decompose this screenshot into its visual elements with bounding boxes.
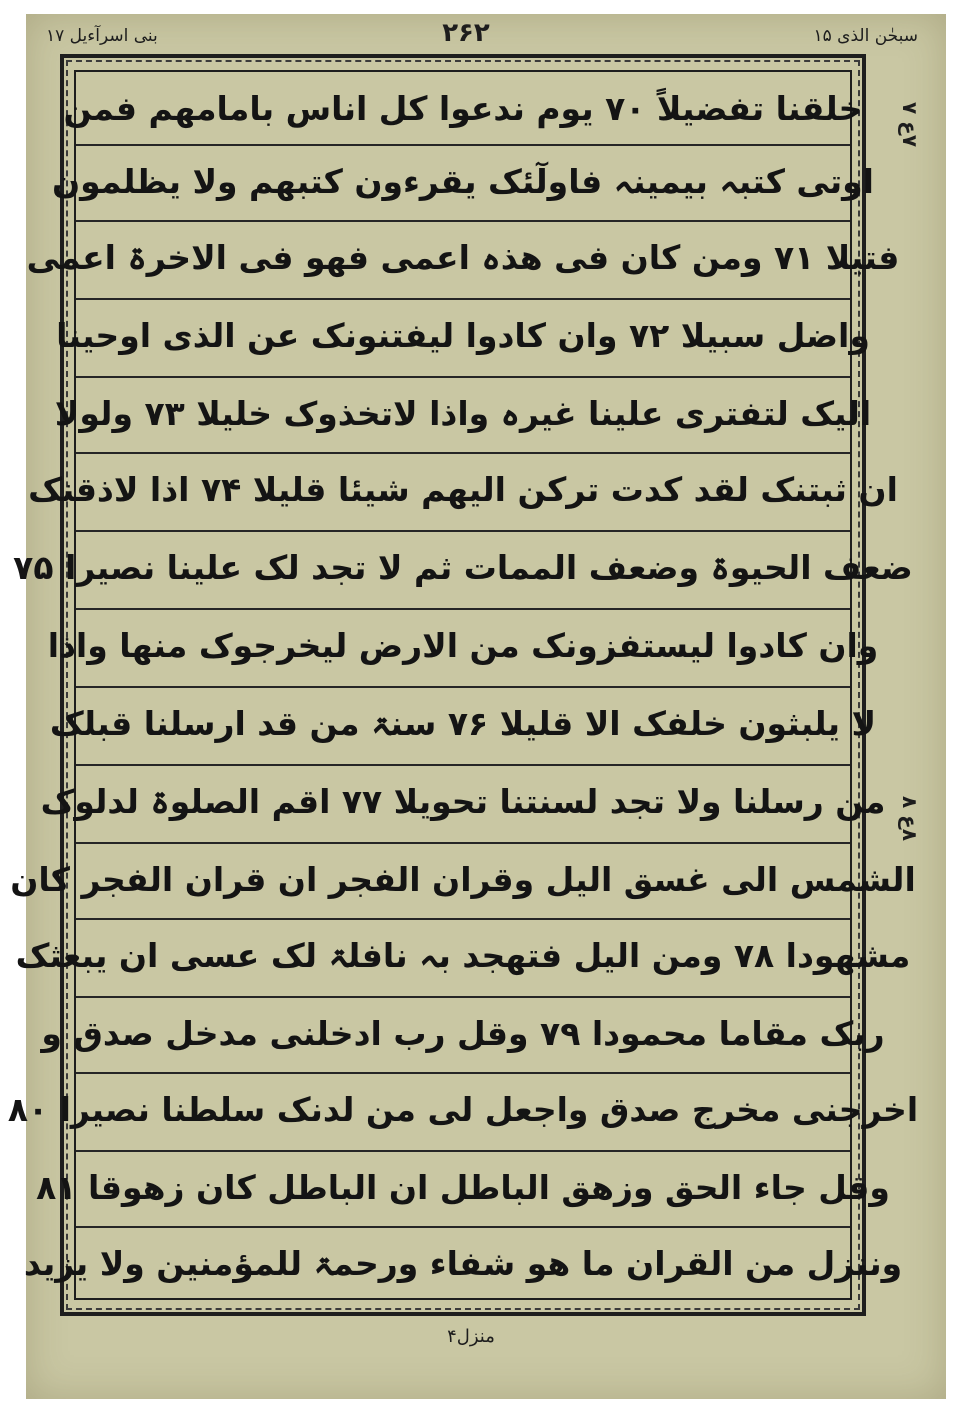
verse-line-5: الیک لتفتری علینا غیرہ واذا لاتخذوک خلیلا ۷۳ ولولا [76, 376, 850, 448]
verse-line-12: مشھودا ۷۸ ومن الیل فتھجد بہ نافلۃ لک عسی ان یبعثک [76, 918, 850, 990]
verse-line-6: ان ثبتنک لقد کدت ترکن الیھم شیئا قلیلا ۷۴ اذا لاذقنک [76, 452, 850, 524]
verse-line-2: اوتی کتبہ بیمینہ فاولٓئک یقرءون کتبھم ولا یظلمون [76, 144, 850, 216]
verse-line-7: ضعف الحیوۃ وضعف الممات ثم لا تجد لک علینا نصیرا ۷۵ [76, 530, 850, 602]
verse-line-9: لا یلبثون خلفک الا قلیلا ۷۶ سنۃ من قد ارسلنا قبلک [76, 686, 850, 758]
ruku-marker-8: ۸ع ۸ [898, 796, 922, 842]
verse-line-15: وقل جاء الحق وزھق الباطل ان الباطل کان زھوقا ۸۱ [76, 1150, 850, 1222]
verse-line-3: فتیلا ۷۱ ومن کان فی ھذہ اعمی فھو فی الاخرۃ اعمی [76, 220, 850, 292]
page-number: ۲۶۲ [442, 18, 490, 48]
verse-line-11: الشمس الی غسق الیل وقران الفجر ان قران الفجر کان [76, 842, 850, 914]
verse-line-1: خلقنا تفضیلاً ۷۰ یوم ندعوا کل اناس بامامھم فمن [63, 88, 863, 128]
verse-line-4: واضل سبیلا ۷۲ وان کادوا لیفتنونک عن الذی اوحینا [76, 298, 850, 370]
para-name-header: سبحٰن الذی ۱۵ [813, 26, 918, 46]
verse-line-8: وان کادوا لیستفزونک من الارض لیخرجوک منھا واذا [76, 608, 850, 680]
verse-line-13: ربک مقاما محمودا ۷۹ وقل رب ادخلنی مدخل صدق و [76, 996, 850, 1068]
surah-name-header: بنی اسرآءیل ۱۷ [46, 26, 158, 46]
verse-line-16: وننزل من القران ما ھو شفاء ورحمۃ للمؤمنین ولا یزید [76, 1226, 850, 1298]
verse-line-14: اخرجنی مخرج صدق واجعل لی من لدنک سلطنا نصیرا ۸۰ [76, 1072, 850, 1144]
verse-line-10: من رسلنا ولا تجد لسنتنا تحویلا ۷۷ اقم الصلوۃ لدلوک [76, 764, 850, 836]
ruku-marker-7: ۷ع ۷ [898, 102, 922, 148]
manzil-footer: منزل۴ [447, 1326, 495, 1347]
mushaf-page [7, 14, 946, 1399]
